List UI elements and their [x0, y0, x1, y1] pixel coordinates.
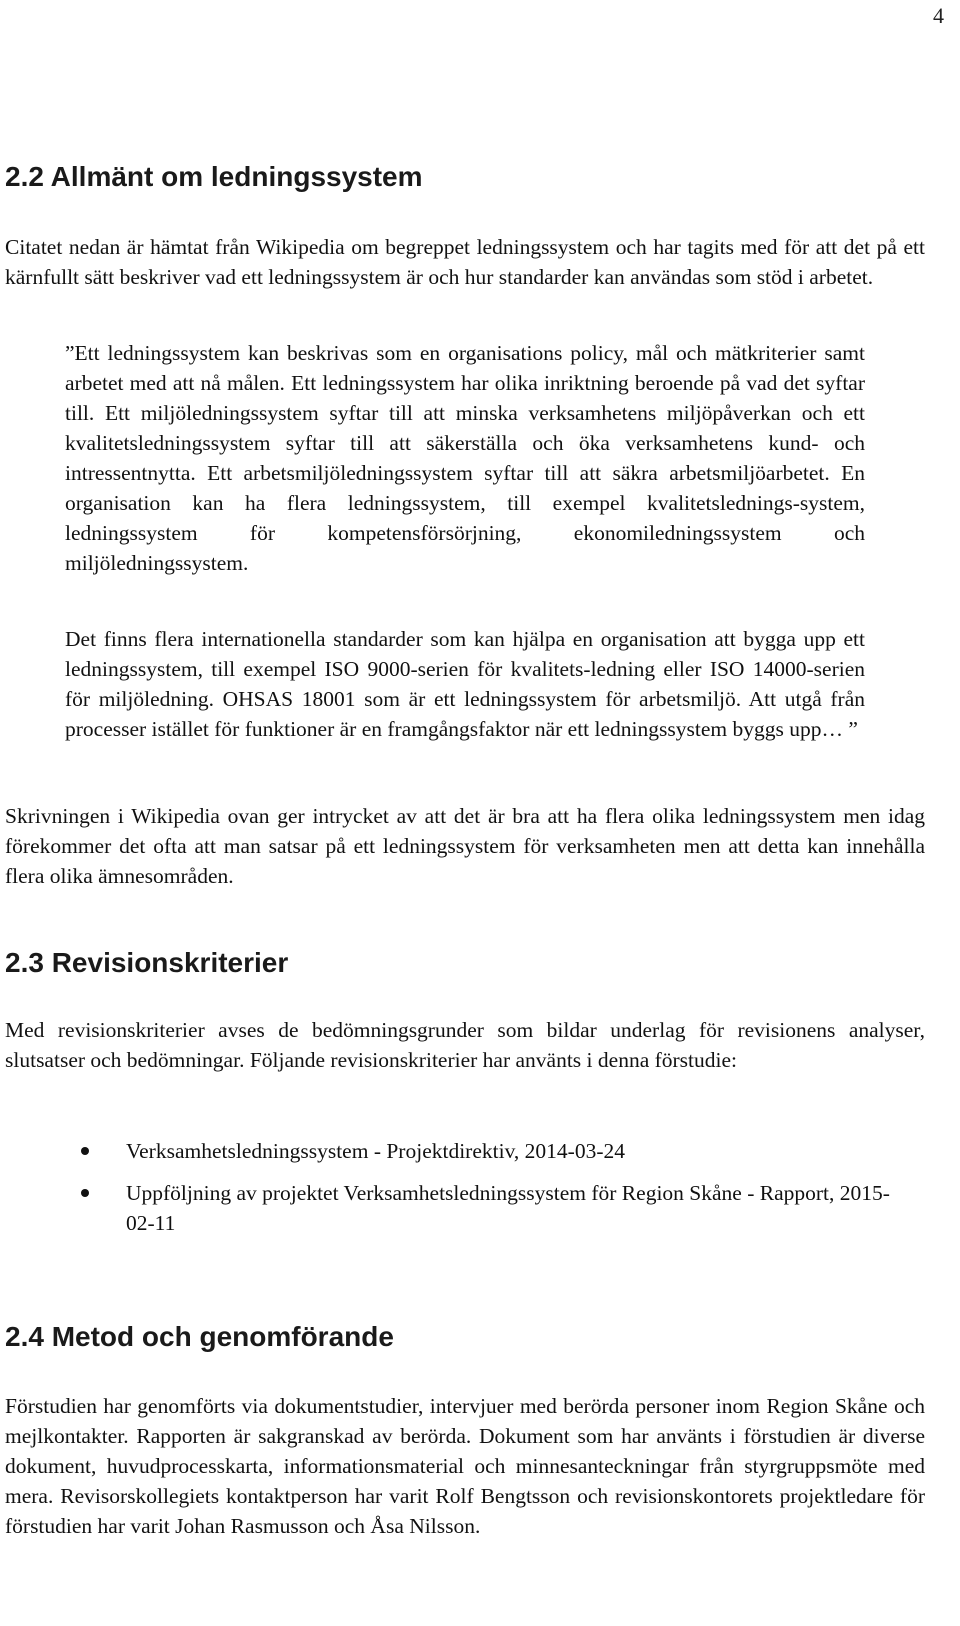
list-item — [5, 1136, 906, 1166]
bullet-icon — [81, 1189, 89, 1197]
list-item-text: Uppföljning av projektet Verksamhetsledningssystem för Region Skåne - Rapport, 2015-02-11 — [126, 1181, 890, 1235]
metod-paragraph: Förstudien har genomförts via dokumentstudier, intervjuer med berörda personer inom Region Skåne och mejlkontakter. Rapporten är sakgranskad av berörda. Dokument som har använts i förstudien är diverse dokument, huvudprocesskarta, informationsmaterial och minnesanteckningar från styrgruppsmöte med mera. Revisorskollegiets kontaktperson har varit Rolf Bengtsson och revisionskontorets projektledare för förstudien har varit Johan Rasmusson och Åsa Nilsson. — [5, 1394, 925, 1538]
quote-paragraph-1: ”Ett ledningssystem kan beskrivas som en organisations policy, mål och mätkriterier samt arbetet med att nå målen. Ett ledningssystem har olika inriktning beroende på vad det syftar till. Ett miljöledningssystem syftar till att minska verksamhetens miljöpåverkan och ett kvalitetsledningssystem syftar till att säkerställa och öka verksamhetens kund- och intressentnytta. Ett arbetsmiljöledningssystem syftar till att säkra arbetsmiljöarbetet. En organisation kan ha flera ledningssystem, till exempel kvalitetslednings-system, ledningssystem för kompetensförsörjning, ekonomiledningssystem och miljöledningssystem. — [65, 341, 865, 575]
section-heading-2-4: 2.4 Metod och genomförande — [5, 1321, 394, 1352]
quote-paragraph-2: Det finns flera internationella standarder som kan hjälpa en organisation att bygga upp ett ledningssystem, till exempel ISO 9000-serien för kvalitets-ledning eller ISO 14000-serien för miljöledning. OHSAS 18001 som är ett ledningssystem för arbetsmiljö. Att utgå från processer istället för funktioner är en framgångsfaktor när ett ledningssystem byggs upp… ” — [65, 627, 865, 741]
intro-paragraph: Citatet nedan är hämtat från Wikipedia om begreppet ledningssystem och har tagits med för att det på ett kärnfullt sätt beskriver vad ett ledningssystem är och hur standarder kan användas som stöd i arbetet. — [5, 235, 925, 289]
section-heading-2-3: 2.3 Revisionskriterier — [5, 947, 289, 978]
revisionskriterier-list — [5, 1136, 925, 1250]
after-quote-paragraph: Skrivningen i Wikipedia ovan ger intrycket av att det är bra att ha flera olika ledningssystem men idag förekommer det ofta att man satsar på ett ledningssystem för verksamheten men att detta kan innehålla flera olika ämnesområden. — [5, 804, 925, 888]
page-number: 4 — [933, 3, 944, 28]
revisionskriterier-paragraph: Med revisionskriterier avses de bedömningsgrunder som bildar underlag för revisionens analyser, slutsatser och bedömningar. Följande revisionskriterier har använts i denna förstudie: — [5, 1018, 925, 1072]
section-heading-2-2: 2.2 Allmänt om ledningssystem — [5, 161, 423, 192]
list-item — [5, 1178, 906, 1238]
list-item-text: Verksamhetsledningssystem - Projektdirektiv, 2014-03-24 — [126, 1139, 626, 1163]
bullet-icon — [81, 1147, 89, 1155]
